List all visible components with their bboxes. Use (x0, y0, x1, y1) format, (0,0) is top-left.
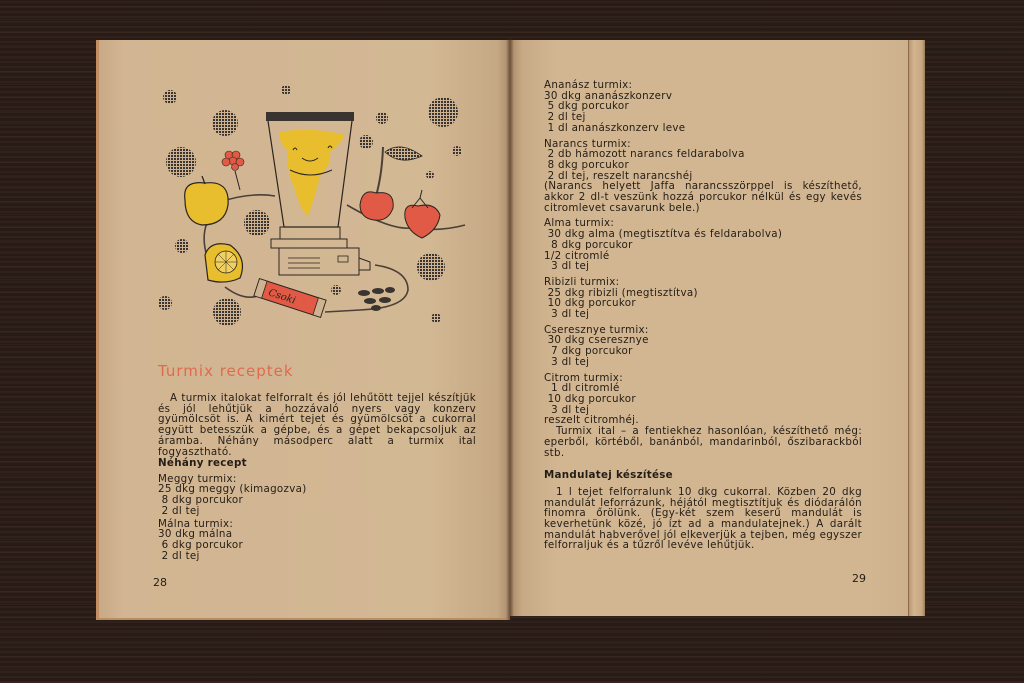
recipe-ingredient: 25 dkg meggy (kimagozva) (158, 483, 307, 496)
recipe-ingredient: 8 dkg porcukor (544, 158, 630, 171)
almond-milk-paragraph: 1 l tejet felforralunk 10 dkg cukorral. Közben 20 dkg mandulát leforrázunk, héjától megtisztítjuk és diódarálón finomra őrölünk. (Egy-két szem keserű mandulát is keverhetünk közé, jó ízt ad a mandulatejnek.) A darált mandulát habverővel jól elkeverjük a tejben, még egyszer felforraljuk és a tűzről levéve lehűtjük. (544, 485, 862, 552)
recipe-title: Meggy turmix: (158, 472, 237, 485)
page-stack-edge (908, 40, 925, 616)
recipe-orange (544, 139, 862, 214)
recipe-title: Alma turmix: (544, 217, 615, 230)
recipe-ingredient: 3 dl tej (544, 355, 590, 368)
strawberry-icon (405, 190, 440, 238)
recipe-ingredient: 25 dkg ribizli (megtisztítva) (544, 286, 698, 299)
recipe-apple (544, 218, 862, 272)
section-title: Turmix receptek (158, 362, 294, 380)
recipe-ingredient: 30 dkg málna (158, 528, 233, 541)
blender-illustration (150, 80, 480, 340)
recipe-ingredient: 1/2 citromlé (544, 249, 610, 262)
recipe-lemon (544, 373, 862, 427)
recipe-ingredient: 3 dl tej (544, 308, 590, 321)
recipe-ingredient: reszelt citromhéj. (544, 414, 639, 427)
recipe-ingredient: 2 dl tej (158, 504, 200, 517)
recipe-ingredient: 6 dkg porcukor (158, 538, 244, 551)
page-number-right: 29 (852, 572, 866, 585)
recipe-ingredient: 10 dkg porcukor (544, 297, 636, 310)
chocolate-bar-icon (254, 279, 326, 318)
apple-icon (185, 176, 228, 225)
recipe-ingredient: 1 dl citromlé (544, 382, 620, 395)
svg-text:Csoki: Csoki (266, 287, 298, 307)
recipe-title: Málna turmix: (158, 517, 234, 530)
recipe-ingredient: 2 dl tej (544, 111, 586, 124)
recipe-ingredient: 30 dkg alma (megtisztítva és feldarabolva) (544, 228, 783, 241)
recipe-title: Ribizli turmix: (544, 275, 620, 288)
recipe-pineapple (544, 80, 862, 134)
recipe-note: (Narancs helyett Jaffa narancsszörppel is készíthető, akkor 2 dl-t veszünk hozzá porcukor nélkül és egy kevés citromlevet csavarunk bele.) (544, 180, 862, 214)
variations-paragraph: Turmix ital – a fentiekhez hasonlóan, készíthető még: eperből, körtéből, banánból, mandarinból, őszibarackból stb. (544, 425, 862, 459)
recipe-title: Ananász turmix: (544, 79, 633, 91)
recipe-ingredient: 8 dkg porcukor (158, 494, 244, 507)
recipe-ingredient: 30 dkg cseresznye (544, 334, 649, 347)
recipe-title: Narancs turmix: (544, 137, 631, 150)
recipe-ingredient: 3 dl tej (544, 403, 590, 416)
recipe-ingredient: 2 dl tej, reszelt narancshéj (544, 169, 693, 182)
book-gutter (506, 38, 514, 620)
recipe-currant (544, 277, 862, 320)
recipes-subheading: Néhány recept (158, 457, 247, 469)
recipe-ingredient: 10 dkg porcukor (544, 392, 636, 405)
blender-icon (266, 112, 370, 275)
recipe-title: Citrom turmix: (544, 371, 623, 384)
recipe-ingredient: 2 db hámozott narancs feldarabolva (544, 148, 745, 161)
recipe-title: Cseresznye turmix: (544, 323, 649, 336)
right-recipe-list (544, 80, 862, 551)
recipe-ingredient: 3 dl tej (544, 260, 590, 273)
left-recipe-list (158, 458, 458, 561)
recipe-ingredient: 2 dl tej (158, 549, 200, 562)
recipe-cherry (544, 325, 862, 368)
lemon-icon (205, 244, 242, 282)
page-number-left: 28 (153, 576, 167, 589)
recipe-ingredient: 30 dkg ananászkonzerv (544, 89, 673, 102)
recipe-ingredient: 8 dkg porcukor (544, 238, 633, 251)
coffee-beans-icon (358, 287, 395, 311)
raspberry-icon (222, 151, 244, 190)
recipe-ingredient: 5 dkg porcukor (544, 100, 630, 113)
intro-paragraph: A turmix italokat felforralt és jól lehűtött tejjel készítjük és jól lehűtjük a hozzávaló nyers vagy konzerv gyümölcsöt is. A kimért tejet és gyümölcsöt a cukorral együtt betesszük a gépbe, és a gépet bekapcsoljuk az áramba. Néhány másodperc alatt a turmix ital fogyasztható. (158, 392, 476, 458)
almond-milk-heading: Mandulatej készítése (544, 469, 673, 482)
recipe-ingredient: 1 dl ananászkonzerv leve (544, 121, 686, 134)
recipe-ingredient: 7 dkg porcukor (544, 345, 633, 358)
